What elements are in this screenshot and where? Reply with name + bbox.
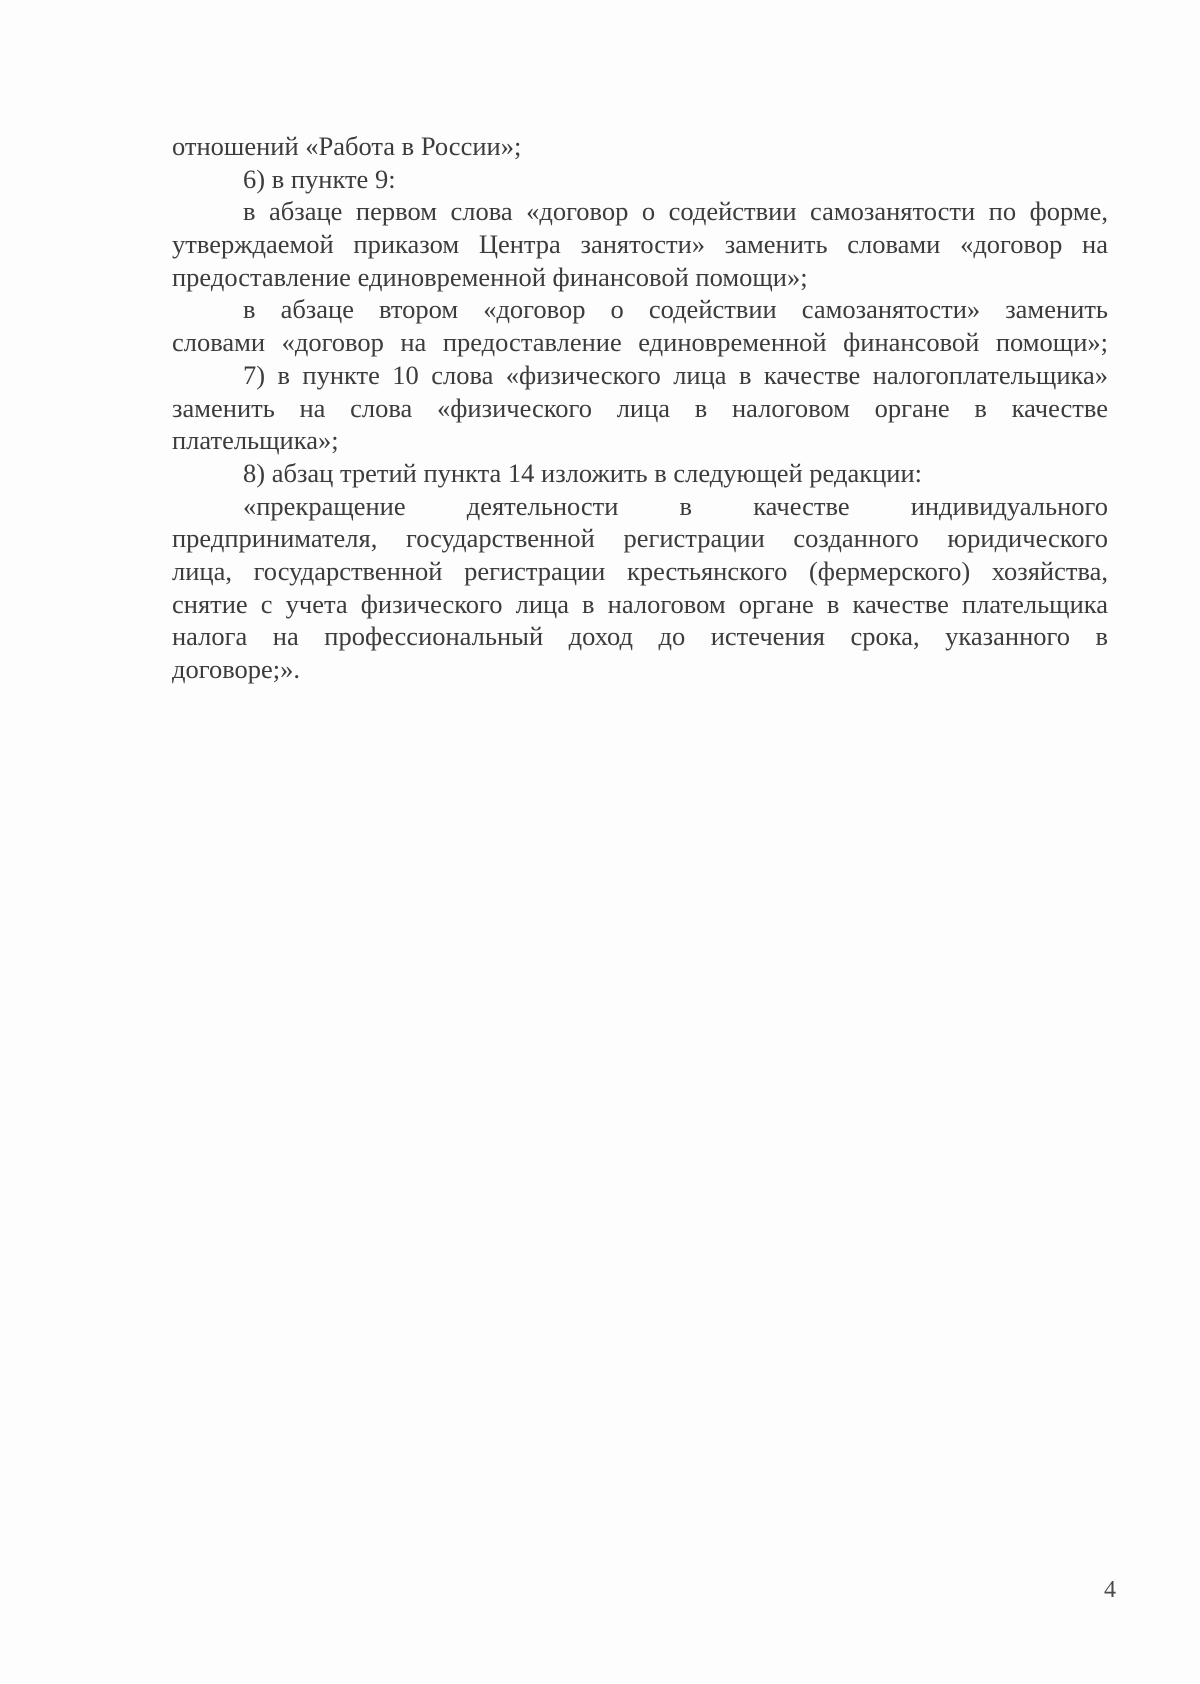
list-item-heading: 8) абзац третий пункта 14 изложить в следующей редакции: xyxy=(243,457,922,488)
text-line: заменить на слова «физического лица в налоговом органе в качестве xyxy=(172,392,1108,423)
quoted-text-line: налога на профессиональный доход до истечения срока, указанного в xyxy=(172,621,1108,652)
list-item-heading: 7) в пункте 10 слова «физического лица в качестве налогоплательщика» xyxy=(243,359,1108,390)
text-line: в абзаце первом слова «договор о содействии самозанятости по форме, xyxy=(243,196,1108,227)
text-line: предоставление единовременной финансовой помощи»; xyxy=(172,261,808,292)
text-line: отношений «Работа в России»; xyxy=(172,131,522,161)
document-body xyxy=(172,130,1108,686)
text-line: в абзаце втором «договор о содействии самозанятости» заменить xyxy=(243,294,1108,325)
text-line: плательщика»; xyxy=(172,425,339,456)
quoted-text-line: договоре;». xyxy=(172,654,301,684)
quoted-text-line: «прекращение деятельности в качестве индивидуального xyxy=(243,490,1108,521)
text-line: словами «договор на предоставление единовременной финансовой помощи»; xyxy=(172,327,1108,358)
quoted-text-line: лица, государственной регистрации крестьянского (фермерского) хозяйства, xyxy=(172,555,1108,586)
page-number: 4 xyxy=(1104,1577,1116,1603)
text-line: утверждаемой приказом Центра занятости» заменить словами «договор на xyxy=(172,229,1108,260)
quoted-text-line: снятие с учета физического лица в налоговом органе в качестве плательщика xyxy=(172,588,1108,619)
quoted-text-line: предпринимателя, государственной регистрации созданного юридического xyxy=(172,523,1108,554)
list-item-heading: 6) в пункте 9: xyxy=(243,163,396,194)
